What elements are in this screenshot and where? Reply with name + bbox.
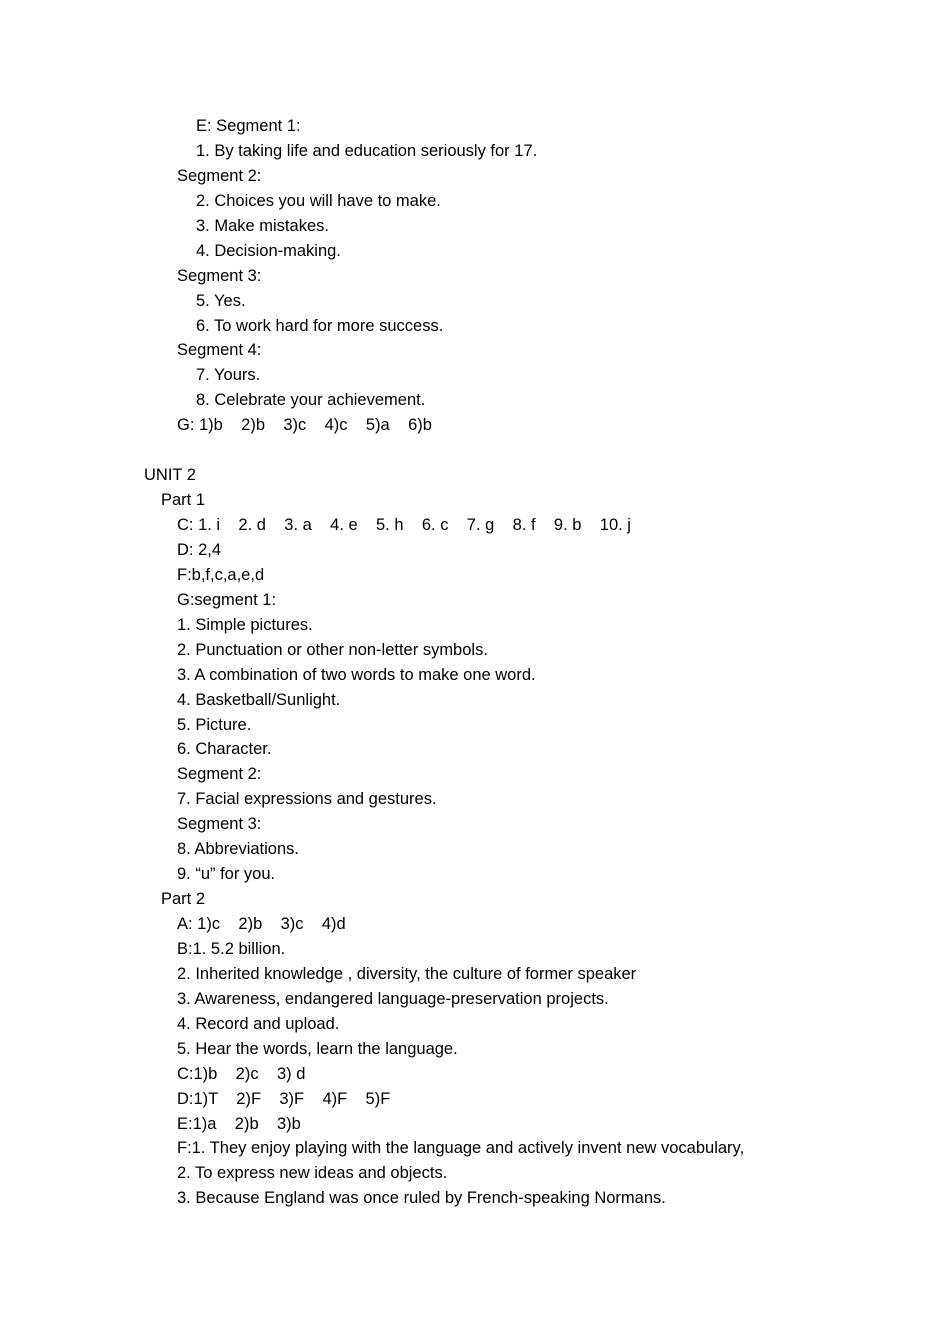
answer-line: 8. Celebrate your achievement.: [196, 391, 426, 410]
exercise-g-answers: G: 1)b 2)b 3)c 4)c 5)a 6)b: [177, 416, 432, 435]
part-1-heading: Part 1: [161, 491, 206, 510]
segment-label: Segment 4:: [177, 341, 262, 360]
answer-line: F:1. They enjoy playing with the language and actively invent new vocabulary,: [177, 1139, 745, 1158]
answer-line: 3. A combination of two words to make one word.: [177, 665, 536, 684]
answer-line: 8. Abbreviations.: [177, 840, 299, 859]
answer-line: 5. Picture.: [177, 715, 252, 734]
part-2-heading: Part 2: [161, 890, 206, 909]
answer-line: 5. Yes.: [196, 291, 246, 310]
answer-line: 7. Facial expressions and gestures.: [177, 790, 437, 809]
answer-line: 9. “u” for you.: [177, 865, 276, 884]
answer-line: 3. Because England was once ruled by French-speaking Normans.: [177, 1189, 666, 1208]
exercise-c-answers: C:1)b 2)c 3) d: [177, 1064, 306, 1083]
answer-line: 3. Awareness, endangered language-preservation projects.: [177, 989, 609, 1008]
exercise-a-answers: A: 1)c 2)b 3)c 4)d: [177, 915, 346, 933]
exercise-c-answers: C: 1. i 2. d 3. a 4. e 5. h 6. c 7. g 8. f 9. b 10. j: [177, 516, 631, 534]
answer-line: 2. Choices you will have to make.: [196, 191, 441, 210]
segment-label: Segment 2:: [177, 166, 262, 185]
exercise-d-answers: D:1)T 2)F 3)F 4)F 5)F: [177, 1089, 391, 1108]
answer-line: 1. By taking life and education seriously for 17.: [196, 141, 538, 160]
spacer: [0, 438, 950, 463]
segment-label: Segment 2:: [177, 765, 262, 784]
answer-line: 2. Inherited knowledge , diversity, the culture of former speaker: [177, 964, 637, 983]
answer-line: 2. To express new ideas and objects.: [177, 1164, 448, 1183]
exercise-f-answers: F:b,f,c,a,e,d: [177, 565, 265, 584]
segment-label: Segment 3:: [177, 815, 262, 834]
answer-line: 2. Punctuation or other non-letter symbols.: [177, 640, 488, 659]
answer-line: B:1. 5.2 billion.: [177, 939, 286, 958]
answer-line: 3. Make mistakes.: [196, 216, 329, 235]
answer-line: 5. Hear the words, learn the language.: [177, 1039, 458, 1058]
answer-line: 4. Decision-making.: [196, 241, 341, 260]
exercise-g-segment-1-label: G:segment 1:: [177, 590, 277, 609]
answer-line: 4. Record and upload.: [177, 1014, 340, 1033]
answer-key-page: [0, 114, 950, 1211]
answer-line: 1. Simple pictures.: [177, 615, 313, 634]
exercise-e-segment-1-label: E: Segment 1:: [196, 117, 301, 135]
exercise-d-answers: D: 2,4: [177, 540, 222, 559]
answer-line: 4. Basketball/Sunlight.: [177, 690, 341, 709]
exercise-e-answers: E:1)a 2)b 3)b: [177, 1114, 301, 1133]
answer-line: 6. To work hard for more success.: [196, 316, 444, 335]
answer-line: 7. Yours.: [196, 366, 261, 385]
answer-line: 6. Character.: [177, 740, 272, 759]
segment-label: Segment 3:: [177, 266, 262, 285]
unit-2-heading: UNIT 2: [144, 466, 196, 485]
